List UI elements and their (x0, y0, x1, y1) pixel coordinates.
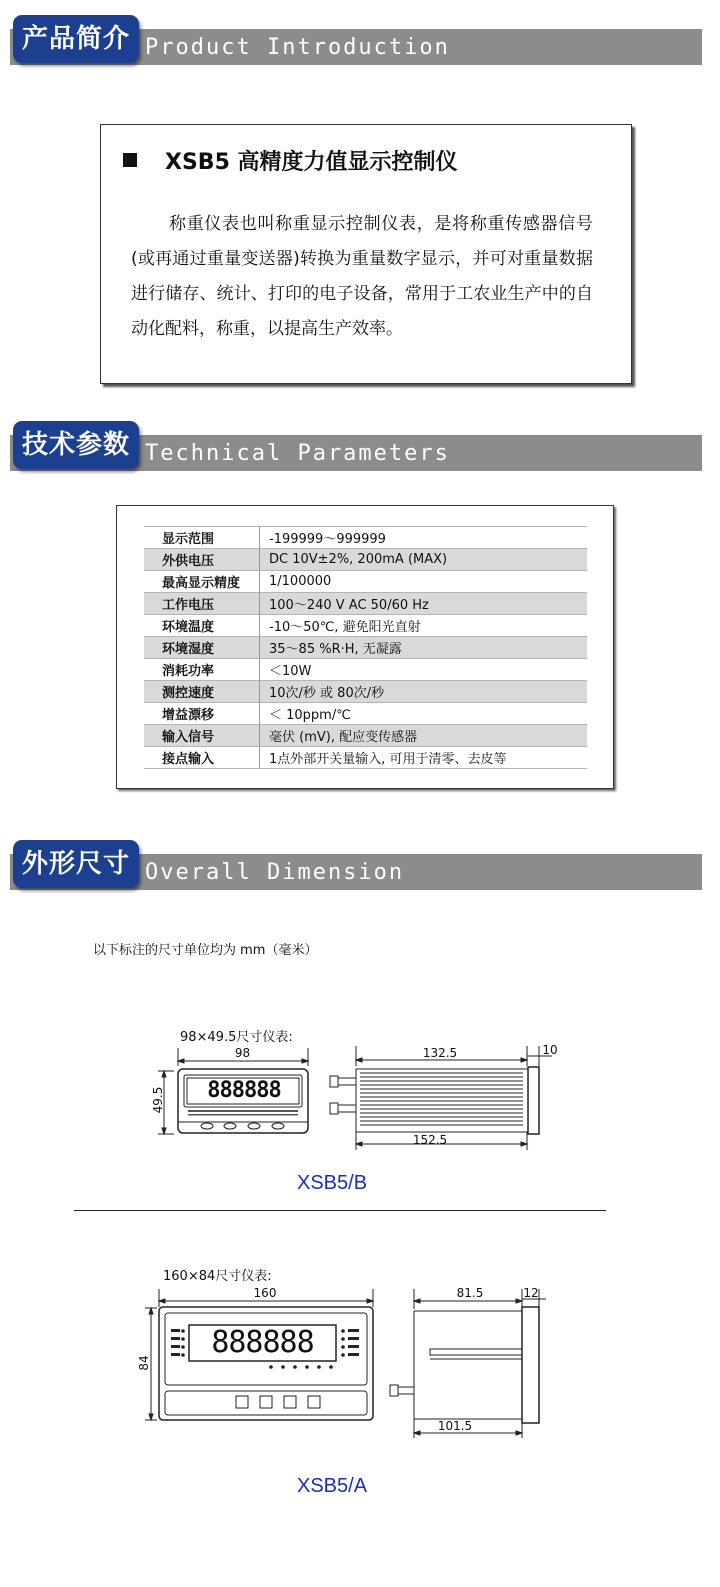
table-row: 输入信号 毫伏 (mV), 配应变传感器 (144, 725, 587, 747)
table-row: 环境温度 -10～50℃, 避免阳光直射 (144, 615, 587, 637)
section-title-params: Technical Parameters (145, 441, 450, 466)
dim-a-total: 101.5 (437, 1419, 473, 1433)
model-label-b: XSB5/B (297, 1172, 368, 1194)
parameter-table-box (116, 505, 614, 789)
table-row: 环境湿度 35～85 %R·H, 无凝露 (144, 637, 587, 659)
square-bullet-icon (123, 153, 137, 167)
dim-a-flange: 12 (523, 1286, 539, 1300)
unit-note: 以下标注的尺寸单位均为 mm（毫米） (93, 943, 318, 958)
section-title-dims: Overall Dimension (145, 860, 405, 885)
dim-b-width: 98 (234, 1046, 251, 1060)
table-row: 测控速度 10次/秒 或 80次/秒 (144, 681, 587, 703)
dim-b-flange: 10 (542, 1043, 558, 1057)
caption-a: 160×84尺寸仪表: (163, 1269, 272, 1284)
divider (74, 1210, 606, 1211)
table-row: 显示范围 -199999～999999 (144, 527, 587, 549)
table-row: 增益漂移 ＜ 10ppm/℃ (144, 703, 587, 725)
table-row: 外供电压 DC 10V±2%, 200mA (MAX) (144, 549, 587, 571)
table-row: 最高显示精度 1/100000 (144, 571, 587, 593)
section-badge-intro: 产品简介 (13, 15, 139, 63)
table-row: 接点输入 1点外部开关量输入, 可用于清零、去皮等 (144, 747, 587, 769)
dim-b-total: 152.5 (412, 1133, 448, 1147)
display-digits-b: 888888 (207, 1078, 281, 1103)
model-label-a: XSB5/A (297, 1475, 368, 1497)
dim-b-height: 49.5 (151, 1086, 165, 1114)
dim-b-depth: 132.5 (422, 1046, 458, 1060)
section-badge-dims: 外形尺寸 (13, 840, 139, 888)
table-row: 工作电压 100～240 V AC 50/60 Hz (144, 593, 587, 615)
parameter-table (144, 526, 587, 769)
dim-a-depth: 81.5 (456, 1286, 484, 1300)
intro-heading: XSB5 高精度力值显示控制仪 (123, 145, 458, 176)
intro-box (100, 124, 632, 384)
caption-b: 98×49.5尺寸仪表: (180, 1030, 293, 1045)
dim-a-width: 160 (253, 1286, 277, 1300)
table-row: 消耗功率 ＜10W (144, 659, 587, 681)
section-badge-params: 技术参数 (13, 421, 139, 469)
display-digits-a: 888888 (211, 1325, 314, 1360)
dim-a-height: 84 (137, 1355, 151, 1371)
section-title-intro: Product Introduction (145, 35, 450, 60)
intro-body: 称重仪表也叫称重显示控制仪表，是将称重传感器信号(或再通过重量变送器)转换为重量数字显示，并可对重量数据进行储存、统计、打印的电子设备，常用于工农业生产中的自动化配料，称重，以提高生产效率。 (131, 214, 593, 339)
